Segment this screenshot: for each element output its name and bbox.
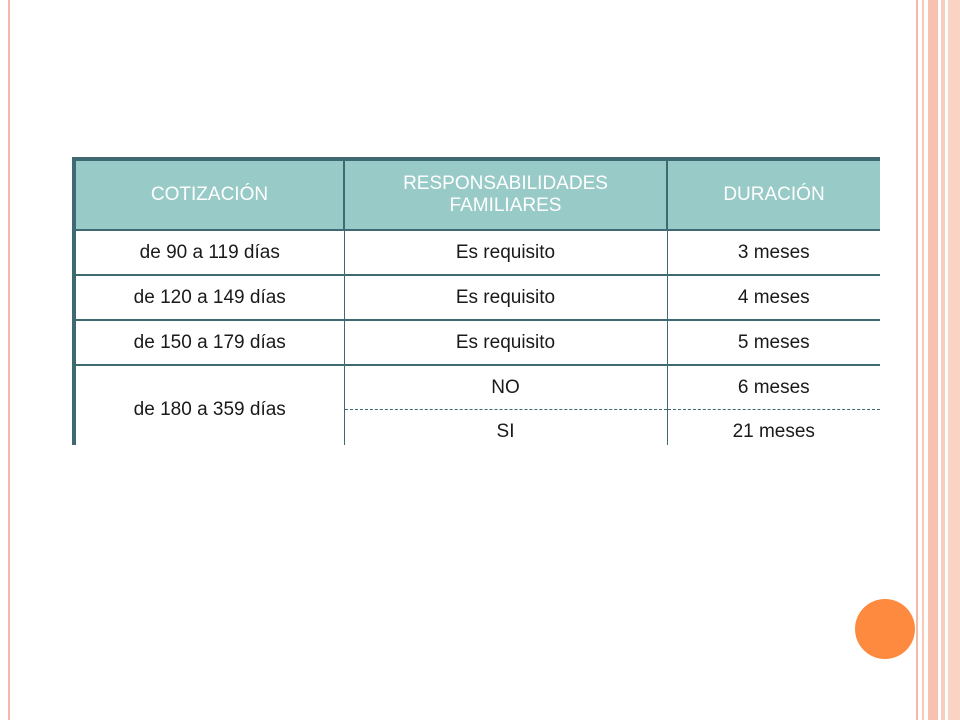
cell-responsabilidades: Es requisito: [344, 320, 667, 365]
table-container: [72, 157, 880, 445]
right-stripes-decoration: [916, 0, 960, 720]
stripe: [948, 0, 960, 720]
stripe: [928, 0, 938, 720]
cell-duracion: 3 meses: [667, 230, 880, 275]
left-border-decoration: [8, 0, 10, 720]
cell-cotizacion: de 90 a 119 días: [74, 230, 344, 275]
orange-circle-decoration: [855, 599, 915, 659]
table-header-row: [74, 159, 880, 230]
header-responsabilidades: RESPONSABILIDADES FAMILIARES: [344, 159, 667, 230]
cell-responsabilidades: Es requisito: [344, 230, 667, 275]
cell-responsabilidades: NO: [344, 365, 667, 410]
table-row: [74, 365, 880, 410]
table-row: [74, 320, 880, 365]
header-duracion: DURACIÓN: [667, 159, 880, 230]
cell-cotizacion: de 120 a 149 días: [74, 275, 344, 320]
stripe: [922, 0, 924, 720]
header-cotizacion: COTIZACIÓN: [74, 159, 344, 230]
cell-responsabilidades: SI: [344, 410, 667, 446]
cell-cotizacion: de 180 a 359 días: [74, 365, 344, 445]
benefit-duration-table: [72, 157, 880, 445]
cell-duracion: 5 meses: [667, 320, 880, 365]
cell-responsabilidades: Es requisito: [344, 275, 667, 320]
cell-cotizacion: de 150 a 179 días: [74, 320, 344, 365]
cell-duracion: 21 meses: [667, 410, 880, 446]
cell-duracion: 6 meses: [667, 365, 880, 410]
table-row: [74, 230, 880, 275]
cell-duracion: 4 meses: [667, 275, 880, 320]
table-row: [74, 275, 880, 320]
stripe: [941, 0, 945, 720]
stripe: [916, 0, 918, 720]
